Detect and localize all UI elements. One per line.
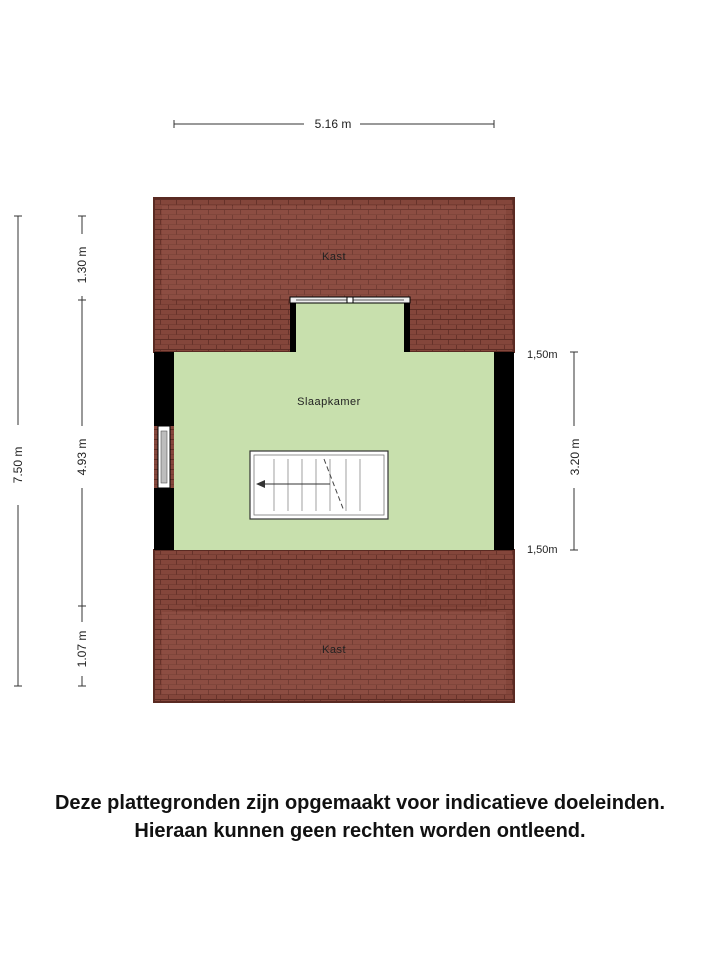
disclaimer-line-1: Deze plattegronden zijn opgemaakt voor indicatieve doeleinden. [54,792,666,814]
top-dimension [174,117,494,131]
right-dimension [527,349,582,556]
roof-bottom-section [154,550,514,702]
left-middle-label: 4.93 m [75,438,89,476]
right-bottom-height-label: 1,50m [527,544,558,556]
bottom-closet-label: Kast [321,644,347,656]
left-segment-dimension [75,216,89,686]
disclaimer-line-2: Hieraan kunnen geen rechten worden ontleend. [134,820,586,842]
top-width-label: 5.16 m [314,117,352,131]
right-room-label: 3.20 m [568,438,582,476]
left-bottom-label: 1.07 m [75,630,89,668]
top-closet-label: Kast [321,251,347,263]
stairwell [250,451,388,519]
left-top-label: 1.30 m [75,246,89,284]
left-total-label: 7.50 m [11,446,25,484]
bedroom-label: Slaapkamer [297,396,361,408]
left-total-dimension [11,216,25,686]
dormer-window [290,297,410,303]
right-top-height-label: 1,50m [527,349,558,361]
left-window [158,426,170,488]
